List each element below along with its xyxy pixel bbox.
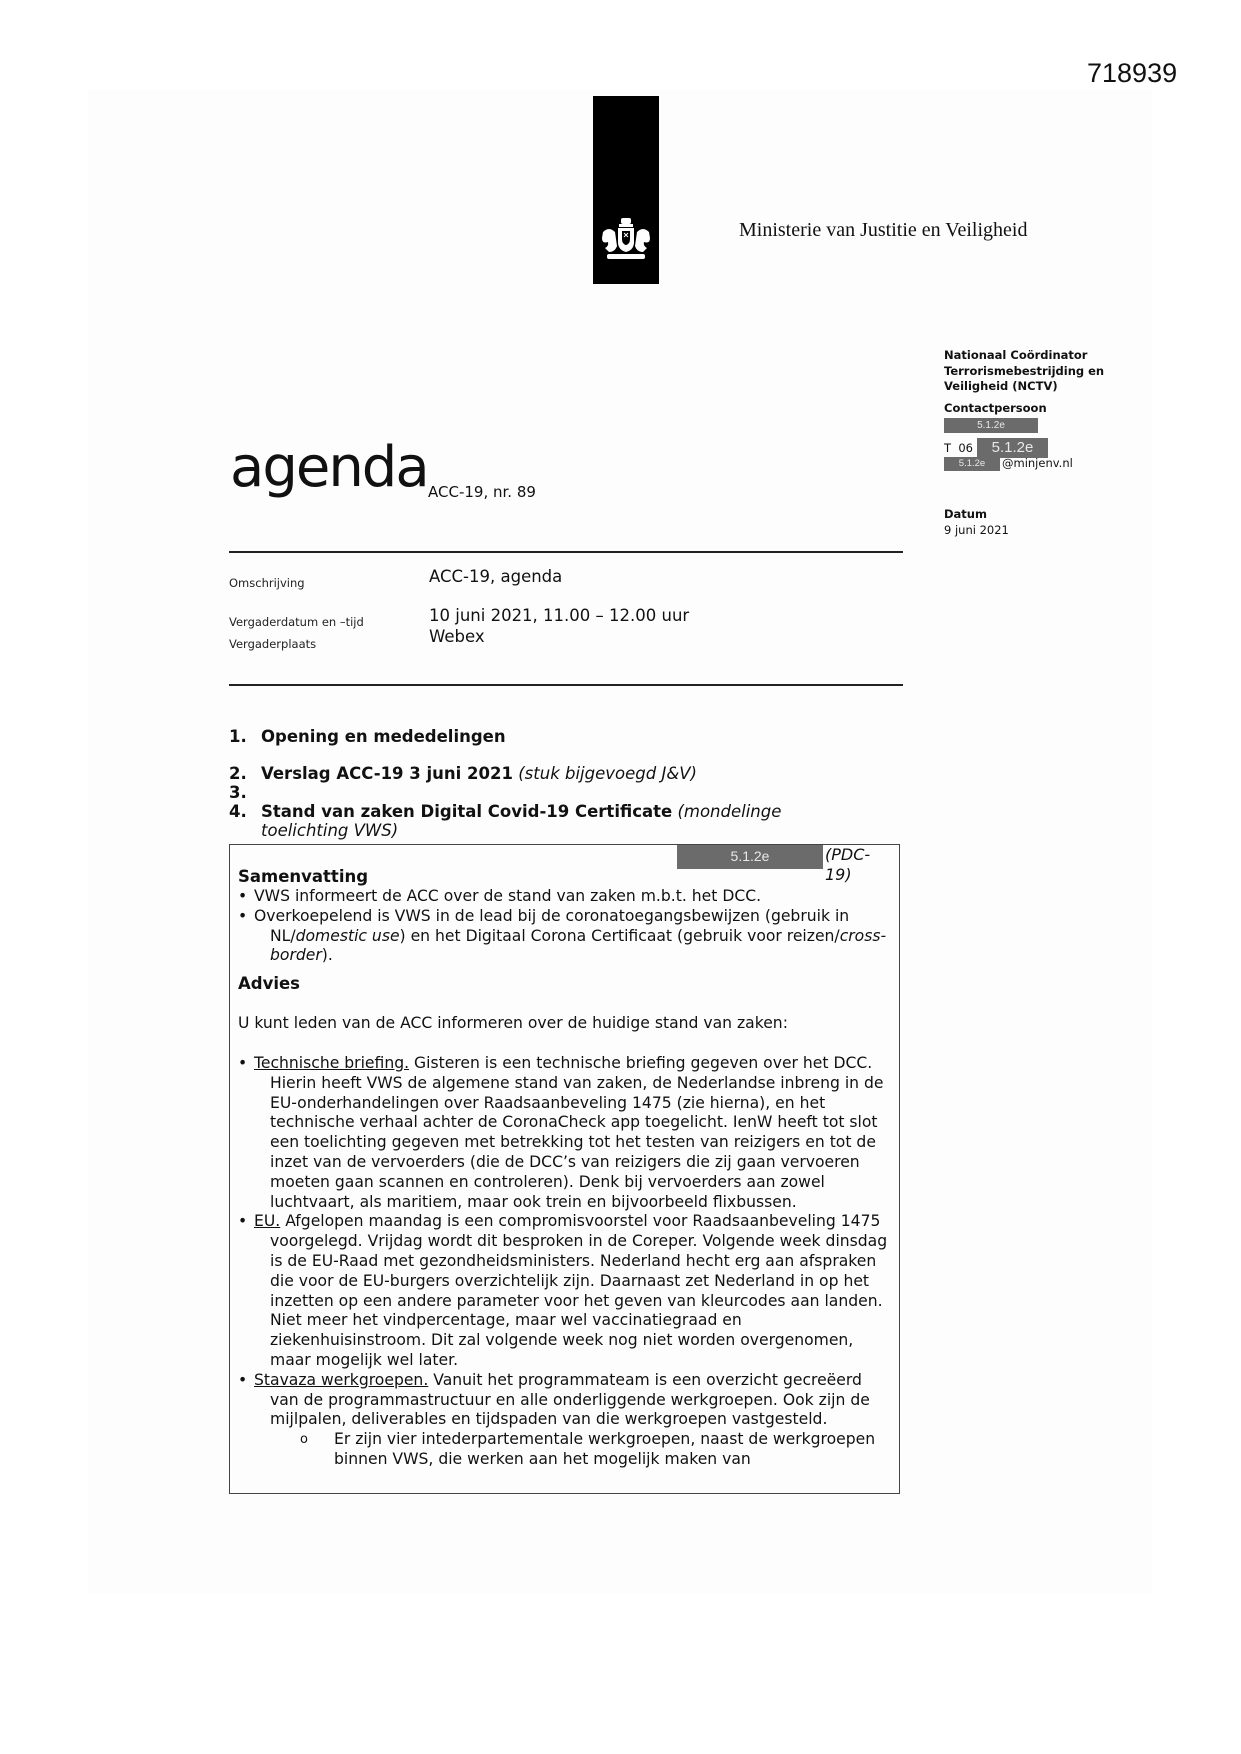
redacted-author: 5.1.2e [677,845,823,869]
datetime-label: Vergaderdatum en –tijd [229,615,364,629]
description-label: Omschrijving [229,576,305,590]
document-subtitle: ACC-19, nr. 89 [428,483,536,501]
location-value: Webex [429,627,485,646]
redacted-contact-name: 5.1.2e [944,418,1038,433]
divider [229,684,903,686]
sub-bullet: o Er zijn vier intederpartementale werkgroepen, naast de werkgroepen binnen VWS, die werken aan het mogelijk maken van [300,1430,876,1468]
date-label: Datum [944,507,987,521]
email-line [944,457,1144,471]
datetime-value: 10 juni 2021, 11.00 – 12.00 uur [429,606,690,625]
briefing-box [229,844,900,1494]
redacted-email: 5.1.2e [944,457,1000,471]
ministry-name: Ministerie van Justitie en Veiligheid [739,219,1028,241]
redacted-phone: 5.1.2e [977,438,1048,458]
advice-intro: U kunt leden van de ACC informeren over de huidige stand van zaken: [238,1014,788,1033]
advice-bullet: • Stavaza werkgroepen. Vanuit het programmateam is een overzicht gecreëerd van de programmastructuur en alle onderliggende werkgroepen. Ook zijn de mijlpalen, deliverables en tijdspaden van die werkgroepen vastgesteld. [238,1371,891,1430]
summary-bullet: • Overkoepelend is VWS in de lead bij de coronatoegangsbewijzen (gebruik in NL/domestic use) en het Digitaal Corona Certificaat (gebruik voor reizen/cross-border). [238,907,891,966]
agenda-item: 4. Stand van zaken Digital Covid-19 Certificate (mondelinge toelichting VWS) [229,802,782,840]
advice-bullet: • EU. Afgelopen maandag is een compromisvoorstel voor Raadsaanbeveling 1475 voorgelegd. Vrijdag wordt dit besproken in de Coreper. Volgende week dinsdag is de EU-Raad met gezondheidsministers. Nederland hecht erg aan afspraken die voor de EU-burgers overzichtelijk zijn. Daarnaast zet Nederland in op het inzetten op een andere parameter voor het geven van kleurcodes aan landen. Niet meer het vindpercentage, maar wel vaccinatiegraad en ziekenhuisinstroom. Dit zal volgende week nog niet worden overgenomen, maar mogelijk wel later. [238,1212,891,1370]
phone-line [944,439,1144,457]
org-name-line: Terrorismebestrijding en [944,363,1105,378]
advice-heading: Advies [238,974,301,994]
royal-coat-of-arms-icon [599,216,653,264]
location-label: Vergaderplaats [229,637,317,651]
phone-prefix: T 06 [944,441,973,455]
date-value: 9 juni 2021 [944,522,1009,537]
agenda-item: 2. Verslag ACC-19 3 juni 2021 (stuk bijgevoegd J&V) [229,764,697,783]
sender-info [944,348,1144,538]
org-name-line: Nationaal Coördinator [944,348,1088,362]
pdc-label: (PDC-19) [825,845,871,884]
document-number: 718939 [1087,58,1178,88]
circle-bullet-icon: o [300,1432,308,1448]
email-domain: @minjenv.nl [1002,456,1073,471]
agenda-list [229,727,909,840]
contact-label: Contactpersoon [944,400,1047,415]
advice-bullet: • Technische briefing. Gisteren is een technische briefing gegeven over het DCC. Hierin heeft VWS de algemene stand van zaken, de Nederlandse inbreng in de EU-onderhandelingen over Raadsaanbeveling 1475 (zie hierna), en het technische verhaal achter de CoronaCheck app toegelicht. IenW heeft tot slot een toelichting gegeven met betrekking tot het testen van reizigers en tot de inzet van de vervoerders (die de DCC’s van reizigers die zij gaan vervoeren moeten gaan scannen en controleren). Denk bij vervoerders aan zowel luchtvaart, als maritiem, maar ook trein en bijvoorbeeld flixbussen. [238,1054,891,1212]
summary-heading: Samenvatting [238,867,369,886]
ministry-logo [593,96,659,284]
org-name-line: Veiligheid (NCTV) [944,379,1058,393]
summary-bullet: • VWS informeert de ACC over de stand van zaken m.b.t. het DCC. [238,887,891,907]
divider [229,551,903,553]
agenda-item: 1. Opening en mededelingen [229,727,506,746]
document-title: agenda [230,435,428,500]
description-value: ACC-19, agenda [429,567,563,586]
agenda-item: 3. [229,783,247,802]
